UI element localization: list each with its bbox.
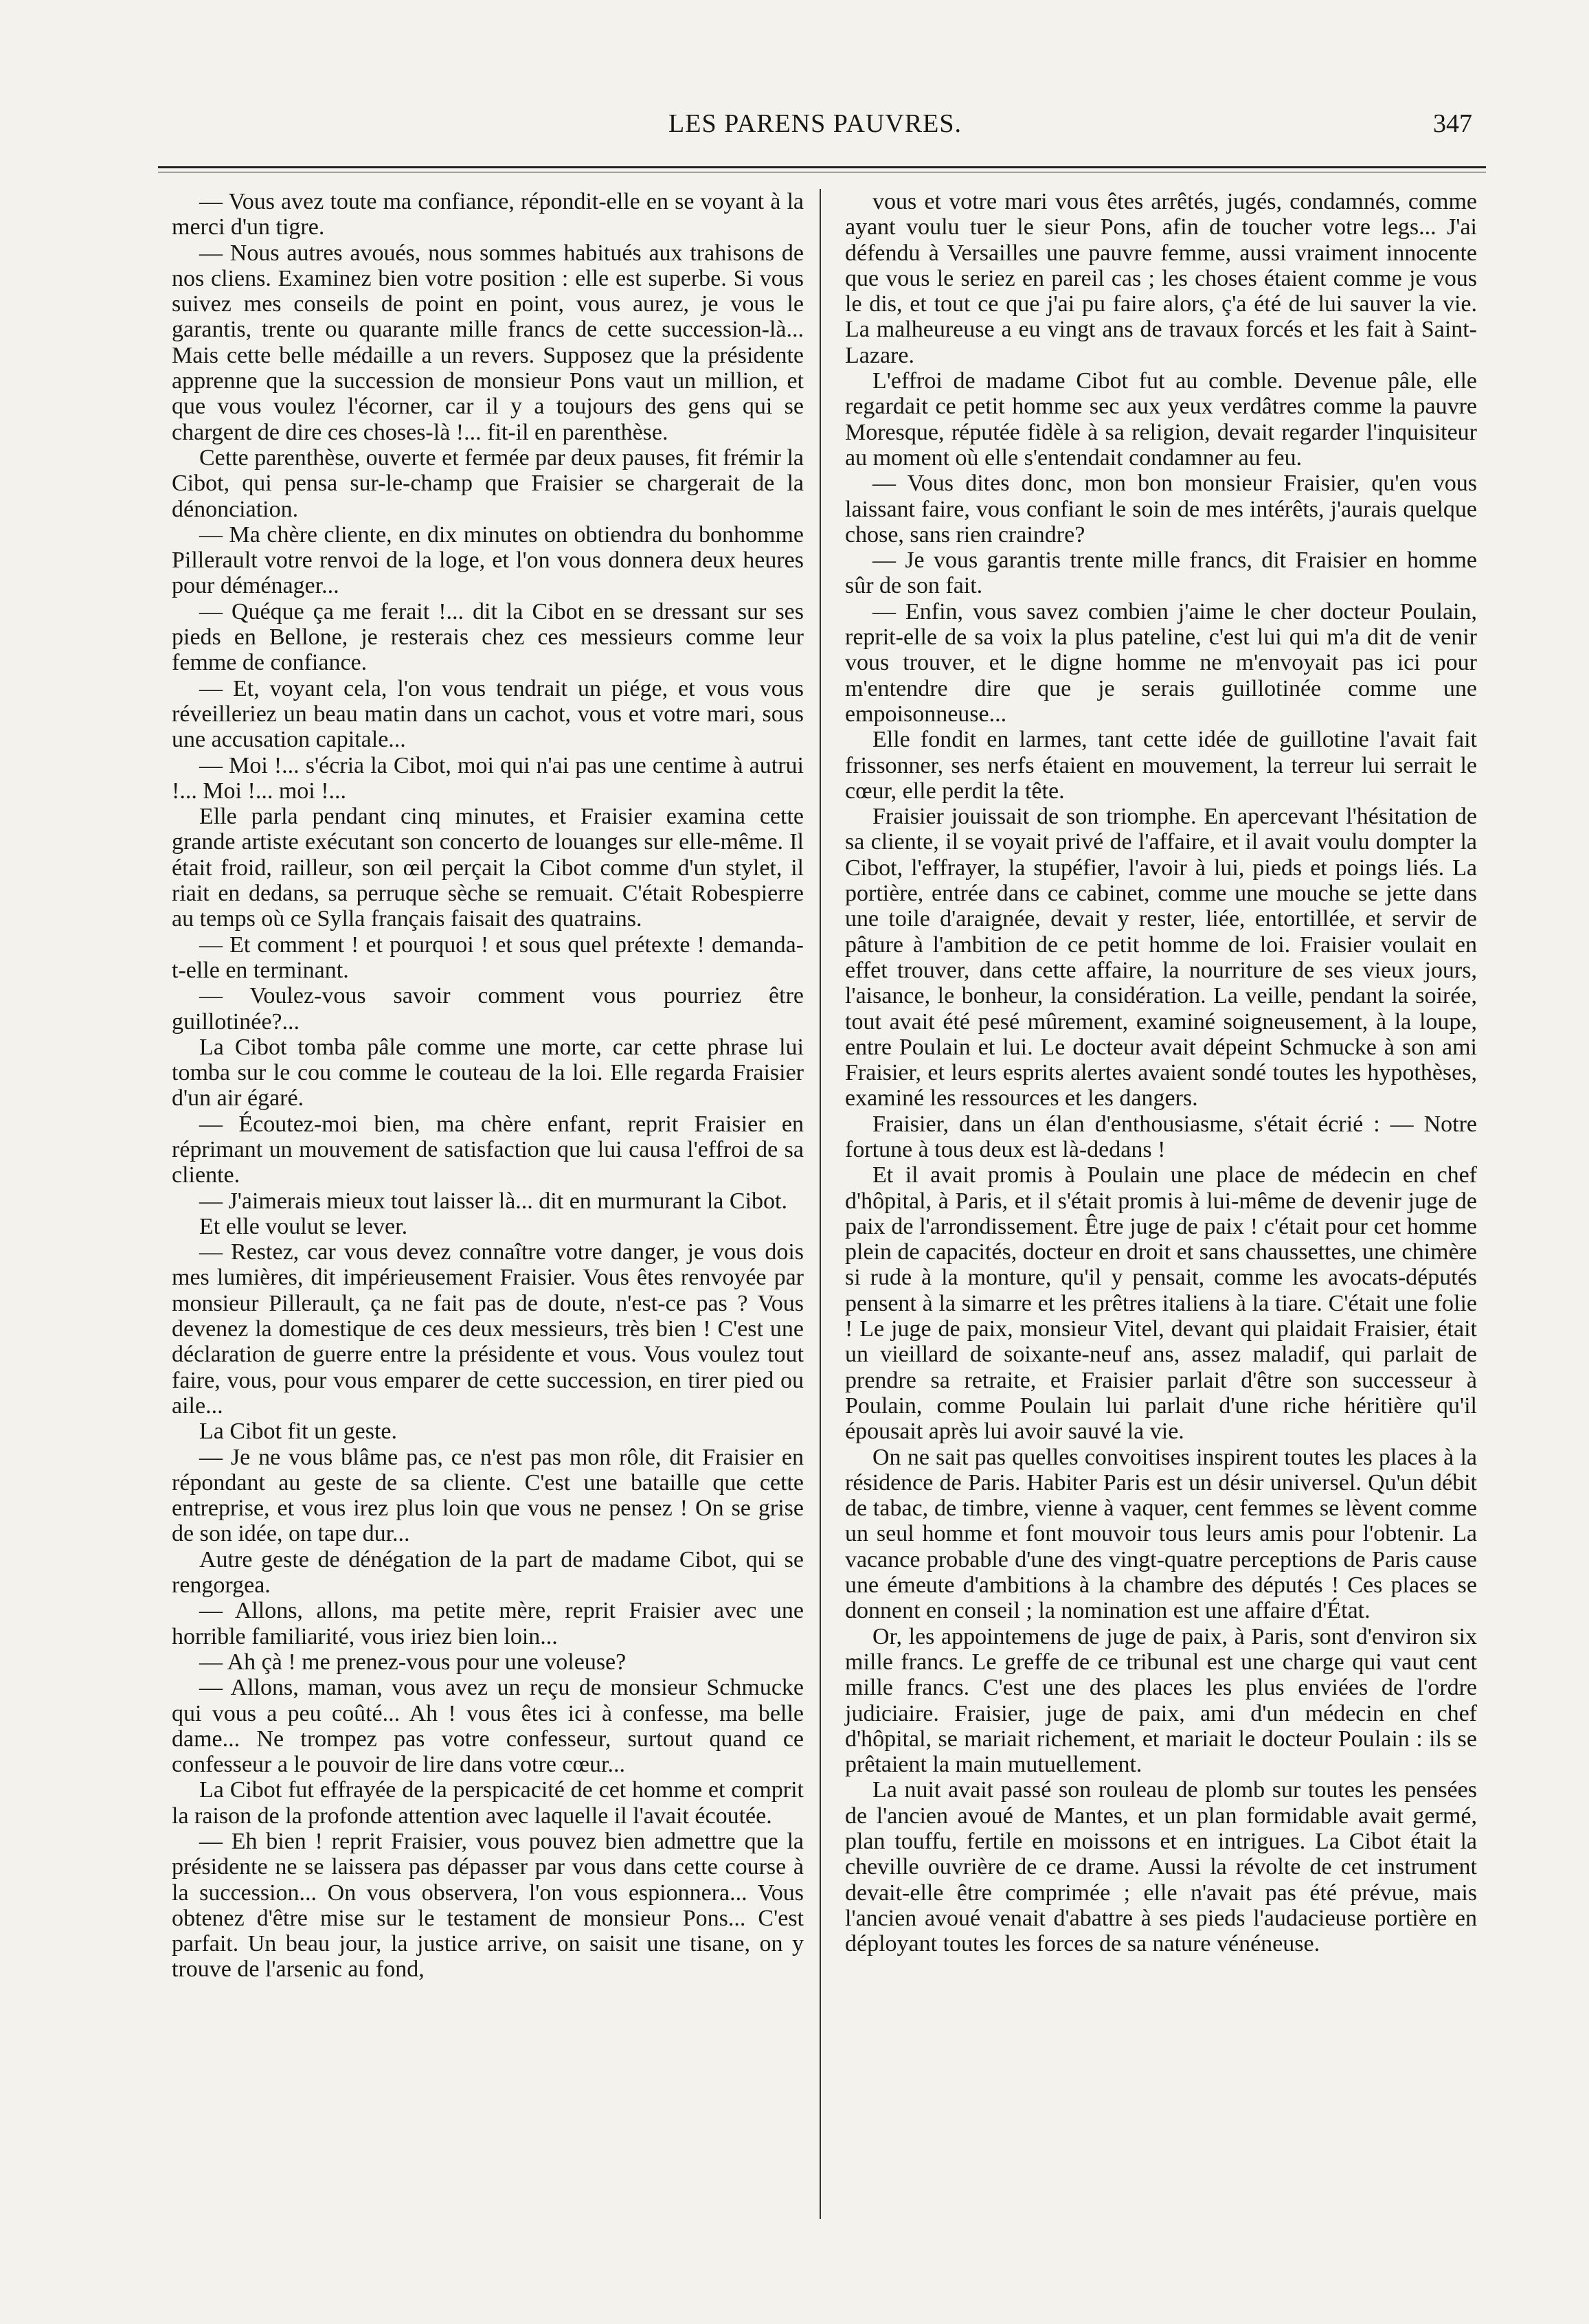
paragraph: — Allons, maman, vous avez un reçu de monsieur Schmucke qui vous a peu coûté... Ah ! vous êtes ici à confesse, ma belle dame... Ne trompez pas votre confesseur, surtout quand ce confesseur a le pouvoir de lire dans votre cœur...: [172, 1675, 804, 1778]
paragraph: — J'aimerais mieux tout laisser là... dit en murmurant la Cibot.: [199, 1188, 787, 1214]
paragraph: La nuit avait passé son rouleau de plomb sur toutes les pensées de l'ancien avoué de Mantes, et un plan formidable avait germé, plan touffu, fertile en moissons et en intrigues. La Cibot était la cheville ouvrière de ce drame. Aussi la révolte de cet instrument devait-elle être comprimée ; elle n'avait pas été prévue, mais l'ancien avoué venait d'abattre à ses pieds l'audacieuse portière en déployant toutes les forces de sa nature vénéneuse.: [845, 1777, 1477, 1957]
page-number: 347: [1433, 109, 1472, 138]
paragraph: L'effroi de madame Cibot fut au comble. Devenue pâle, elle regardait ce petit homme sec aux yeux verdâtres comme la pauvre Moresque, réputée fidèle à sa religion, devait regarder l'inquisiteur au moment où elle s'entendait condamner au feu.: [845, 368, 1477, 471]
paragraph: Autre geste de dénégation de la part de madame Cibot, qui se rengorgea.: [172, 1546, 804, 1599]
paragraph: On ne sait pas quelles convoitises inspirent toutes les places à la résidence de Paris. Habiter Paris est un désir universel. Qu'un débit de tabac, de timbre, vienne à vaquer, cent femmes se lèvent comme un seul homme et font mouvoir tous leurs amis pour l'obtenir. La vacance probable d'une des vingt-quatre perceptions de Paris cause une émeute d'ambitions à la chambre des députés ! Ces places se donnent en conseil ; la nomination est une affaire d'État.: [845, 1444, 1477, 1624]
paragraph: — Voulez-vous savoir comment vous pourriez être guillotinée?...: [172, 983, 804, 1035]
paragraph: Et il avait promis à Poulain une place de médecin en chef d'hôpital, à Paris, et il s'était promis à lui-même de devenir juge de paix de l'arrondissement. Être juge de paix ! c'était pour cet homme plein de capacités, docteur en droit et sans chaussettes, une chimère si rude à la monture, qu'il y pensait, comme les avocats-députés pensent à la simarre et les prêtres italiens à la tiare. C'était une folie ! Le juge de paix, monsieur Vitel, devant qui plaidait Fraisier, était un vieillard de soixante-neuf ans, assez maladif, qui parlait de prendre sa retraite, et Fraisier parlait d'être son successeur à Poulain, comme Poulain lui parlait d'une riche héritière qu'il épousait après lui avoir sauvé la vie.: [845, 1162, 1477, 1445]
paragraph: — Écoutez-moi bien, ma chère enfant, reprit Fraisier en réprimant un mouvement de satisfaction que lui causa l'effroi de sa cliente.: [172, 1111, 804, 1188]
paragraph: Elle fondit en larmes, tant cette idée de guillotine l'avait fait frissonner, ses nerfs étaient en mouvement, la terreur lui serrait le cœur, elle perdit la tête.: [845, 727, 1477, 804]
column-divider: [820, 189, 821, 2219]
paragraph: — Allons, allons, ma petite mère, reprit Fraisier avec une horrible familiarité, vous iriez bien loin...: [172, 1598, 804, 1649]
paragraph: vous et votre mari vous êtes arrêtés, jugés, condamnés, comme ayant voulu tuer le sieur Pons, afin de toucher votre legs... J'ai défendu à Versailles une pauvre femme, aussi vraiment innocente que vous le seriez en pareil cas ; les choses étaient comme je vous le dis, et tout ce que j'ai pu faire alors, ç'a été de lui sauver la vie. La malheureuse a eu vingt ans de travaux forcés et les fait à Saint-Lazare.: [845, 189, 1477, 368]
paragraph: — Restez, car vous devez connaître votre danger, je vous dois mes lumières, dit impérieusement Fraisier. Vous êtes renvoyée par monsieur Pillerault, ça ne fait pas de doute, n'est-ce pas ? Vous devenez la domestique de ces deux messieurs, très bien ! C'est une déclaration de guerre entre la présidente et vous. Vous voulez tout faire, vous, pour vous emparer de cette succession, en tirer pied ou aile...: [172, 1239, 804, 1419]
paragraph: Fraisier jouissait de son triomphe. En apercevant l'hésitation de sa cliente, il se voyait privé de l'affaire, et il avait voulu dompter la Cibot, l'effrayer, la stupéfier, l'avoir à lui, pieds et poings liés. La portière, entrée dans ce cabinet, comme une mouche se jette dans une toile d'araignée, devait y rester, liée, entortillée, et servir de pâture à l'ambition de ce petit homme de loi. Fraisier voulait en effet trouver, dans cette affaire, la nourriture de ses vieux jours, l'aisance, le bonheur, la considération. La veille, pendant la soirée, tout avait été pesé mûrement, examiné soigneusement, à la loupe, entre Poulain et lui. Le docteur avait dépeint Schmucke à son ami Fraisier, et leurs esprits alertes avaient sondé toutes les hypothèses, examiné les ressources et les dangers.: [845, 804, 1477, 1112]
page-header: [158, 103, 1472, 144]
left-column: [172, 189, 804, 1983]
paragraph: — Quéque ça me ferait !... dit la Cibot en se dressant sur ses pieds en Bellone, je resterais chez ces messieurs comme leur femme de confiance.: [172, 598, 804, 676]
paragraph: Cette parenthèse, ouverte et fermée par deux pauses, fit frémir la Cibot, qui pensa sur-le-champ que Fraisier se chargerait de la dénonciation.: [172, 444, 804, 522]
paragraph: — Et comment ! et pourquoi ! et sous quel prétexte ! demanda-t-elle en terminant.: [172, 932, 804, 983]
paragraph: — Enfin, vous savez combien j'aime le cher docteur Poulain, reprit-elle de sa voix la plus pateline, c'est lui qui m'a dit de venir vous trouver, et le digne homme ne m'envoyait pas ici pour m'entendre dire que je serais guillotinée comme une empoisonneuse...: [845, 598, 1477, 727]
right-column: [845, 189, 1477, 1956]
paragraph: — Ah çà ! me prenez-vous pour une voleuse?: [199, 1649, 627, 1675]
paragraph: Et elle voulut se lever.: [199, 1213, 408, 1239]
paragraph: — Nous autres avoués, nous sommes habitués aux trahisons de nos cliens. Examinez bien votre position : elle est superbe. Si vous suivez mes conseils de point en point, vous aurez, je vous le garantis, trente ou quarante mille francs de cette succession-là... Mais cette belle médaille a un revers. Supposez que la présidente apprenne que la succession de monsieur Pons vaut un million, et que vous voulez l'écorner, car il y a toujours des gens qui se chargent de dire ces choses-là !... fit-il en parenthèse.: [172, 240, 804, 445]
paragraph: — Vous dites donc, mon bon monsieur Fraisier, qu'en vous laissant faire, vous confiant le soin de mes intérêts, j'aurais quelque chose, sans rien craindre?: [845, 471, 1477, 548]
paragraph: Fraisier, dans un élan d'enthousiasme, s'était écrié : — Notre fortune à tous deux est là-dedans !: [845, 1111, 1477, 1162]
paragraph: — Moi !... s'écria la Cibot, moi qui n'ai pas une centime à autrui !... Moi !... moi !...: [172, 752, 804, 804]
paragraph: — Je vous garantis trente mille francs, dit Fraisier en homme sûr de son fait.: [845, 548, 1477, 599]
paragraph: — Vous avez toute ma confiance, répondit-elle en se voyant à la merci d'un tigre.: [172, 189, 804, 240]
header-rule: [158, 166, 1486, 172]
paragraph: — Ma chère cliente, en dix minutes on obtiendra du bonhomme Pillerault votre renvoi de la loge, et l'on vous donnera deux heures pour déménager...: [172, 521, 804, 599]
paragraph: — Et, voyant cela, l'on vous tendrait un piége, et vous vous réveilleriez un beau matin dans un cachot, vous et votre mari, sous une accusation capitale...: [172, 675, 804, 753]
paragraph: — Je ne vous blâme pas, ce n'est pas mon rôle, dit Fraisier en répondant au geste de sa cliente. C'est une bataille que cette entreprise, et vous irez plus loin que vous ne pensez ! On se grise de son idée, on tape dur...: [172, 1444, 804, 1547]
paragraph: — Eh bien ! reprit Fraisier, vous pouvez bien admettre que la présidente ne se laissera pas dépasser par vous dans cette course à la succession... On vous observera, l'on vous espionnera... Vous obtenez d'être mise sur le testament de monsieur Pons... C'est parfait. Un beau jour, la justice arrive, on saisit une tisane, on y trouve de l'arsenic au fond,: [172, 1829, 804, 1983]
paragraph: Or, les appointemens de juge de paix, à Paris, sont d'environ six mille francs. Le greffe de ce tribunal est une charge qui vaut cent mille francs. C'est une des places les plus enviées de l'ordre judiciaire. Fraisier, juge de paix, ami d'un médecin en chef d'hôpital, se mariait richement, et mariait le docteur Poulain : ils se prêtaient la main mutuellement.: [845, 1623, 1477, 1778]
paragraph: Elle parla pendant cinq minutes, et Fraisier examina cette grande artiste exécutant son concerto de louanges sur elle-même. Il était froid, railleur, son œil perçait la Cibot comme d'un stylet, il riait en dedans, sa perruque sèche se remuait. C'était Robespierre au temps où ce Sylla français faisait des quatrains.: [172, 804, 804, 932]
running-title: LES PARENS PAUVRES.: [668, 109, 962, 138]
paragraph: La Cibot tomba pâle comme une morte, car cette phrase lui tomba sur le cou comme le couteau de la loi. Elle regarda Fraisier d'un air égaré.: [172, 1034, 804, 1112]
paragraph: La Cibot fit un geste.: [199, 1419, 398, 1445]
paragraph: La Cibot fut effrayée de la perspicacité de cet homme et comprit la raison de la profonde attention avec laquelle il l'avait écoutée.: [172, 1777, 804, 1829]
